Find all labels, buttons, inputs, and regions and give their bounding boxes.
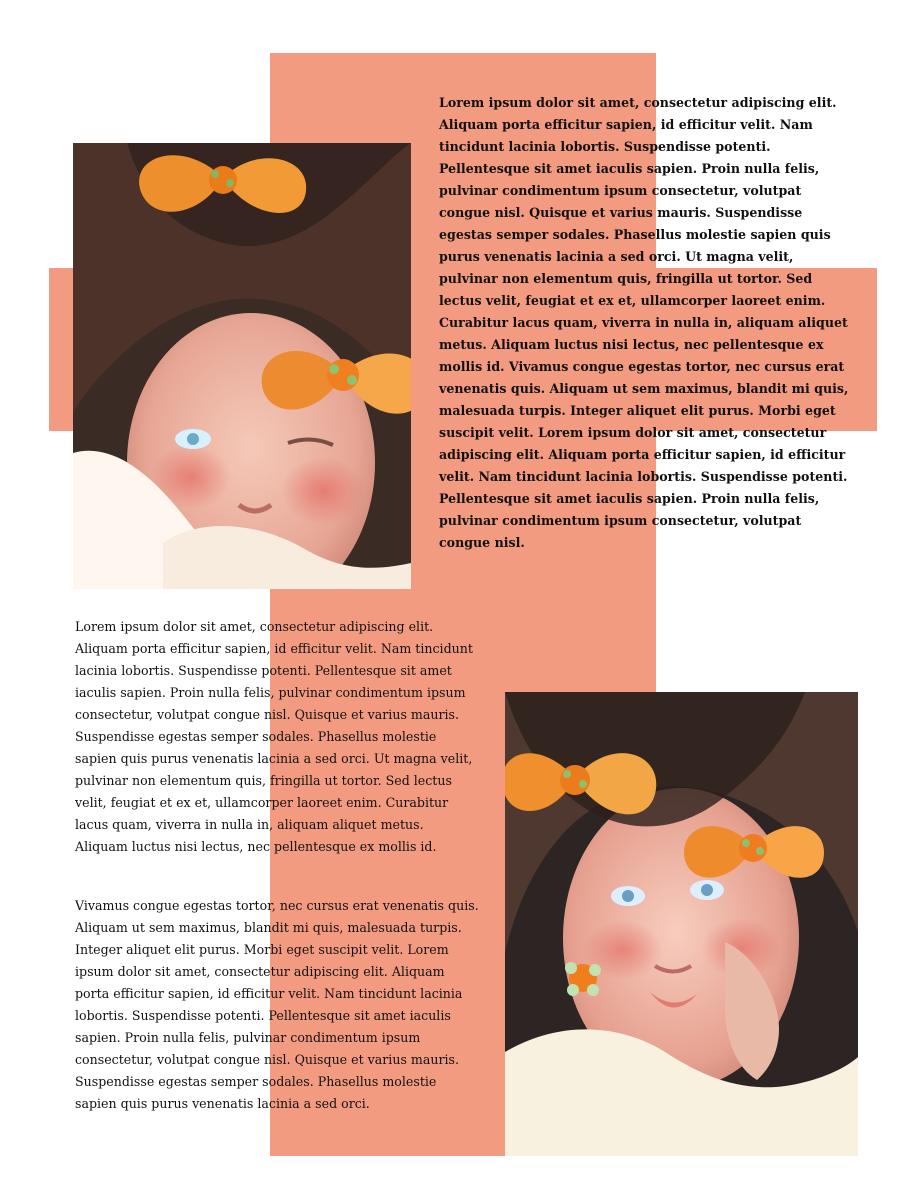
portrait-photo-bottom xyxy=(505,692,858,1156)
article-paragraph-top-right: Lorem ipsum dolor sit amet, consectetur adipiscing elit. Aliquam porta efficitur sapien, id efficitur velit. Nam tincidunt lacinia lobortis. Suspendisse potenti. Pellentesque sit amet iaculis sapien. Proin nulla felis, pulvinar condimentum ipsum consectetur, volutpat congue nisl. Quisque et varius mauris. Suspendisse egestas semper sodales. Phasellus molestie sapien quis purus venenatis lacinia a sed orci. Ut magna velit, pulvinar non elementum quis, fringilla ut tortor. Sed lectus velit, feugiat et ex et, ullamcorper laoreet enim. Curabitur lacus quam, viverra in nulla in, aliquam aliquet metus. Aliquam luctus nisi lectus, nec pellentesque ex mollis id. Vivamus congue egestas tortor, nec cursus erat venenatis quis. Aliquam ut sem maximus, blandit mi quis, malesuada turpis. Integer aliquet elit purus. Morbi eget suscipit velit. Lorem ipsum dolor sit amet, consectetur adipiscing elit. Aliquam porta efficitur sapien, id efficitur velit. Nam tincidunt lacinia lobortis. Suspendisse potenti. Pellentesque sit amet iaculis sapien. Proin nulla felis, pulvinar condimentum ipsum consectetur, volutpat congue nisl. xyxy=(439,95,849,550)
article-paragraph-left-1: Lorem ipsum dolor sit amet, consectetur adipiscing elit. Aliquam porta efficitur sapien, id efficitur velit. Nam tincidunt lacinia lobortis. Suspendisse potenti. Pellentesque sit amet iaculis sapien. Proin nulla felis, pulvinar condimentum ipsum consectetur, volutpat congue nisl. Quisque et varius mauris. Suspendisse egestas semper sodales. Phasellus molestie sapien quis purus venenatis lacinia a sed orci. Ut magna velit, pulvinar non elementum quis, fringilla ut tortor. Sed lectus velit, feugiat et ex et, ullamcorper laoreet enim. Curabitur lacus quam, viverra in nulla in, aliquam aliquet metus. Aliquam luctus nisi lectus, nec pellentesque ex mollis id. xyxy=(75,619,473,854)
portrait-illustration-bottom xyxy=(505,692,858,1156)
portrait-photo-top xyxy=(73,143,411,589)
article-paragraph-left-2: Vivamus congue egestas tortor, nec cursus erat venenatis quis. Aliquam ut sem maximus, blandit mi quis, malesuada turpis. Integer aliquet elit purus. Morbi eget suscipit velit. Lorem ipsum dolor sit amet, consectetur adipiscing elit. Aliquam porta efficitur sapien, id efficitur velit. Nam tincidunt lacinia lobortis. Suspendisse potenti. Pellentesque sit amet iaculis sapien. Proin nulla felis, pulvinar condimentum ipsum consectetur, volutpat congue nisl. Quisque et varius mauris. Suspendisse egestas semper sodales. Phasellus molestie sapien quis purus venenatis lacinia a sed orci. xyxy=(75,898,479,1111)
portrait-illustration-top xyxy=(73,143,411,589)
